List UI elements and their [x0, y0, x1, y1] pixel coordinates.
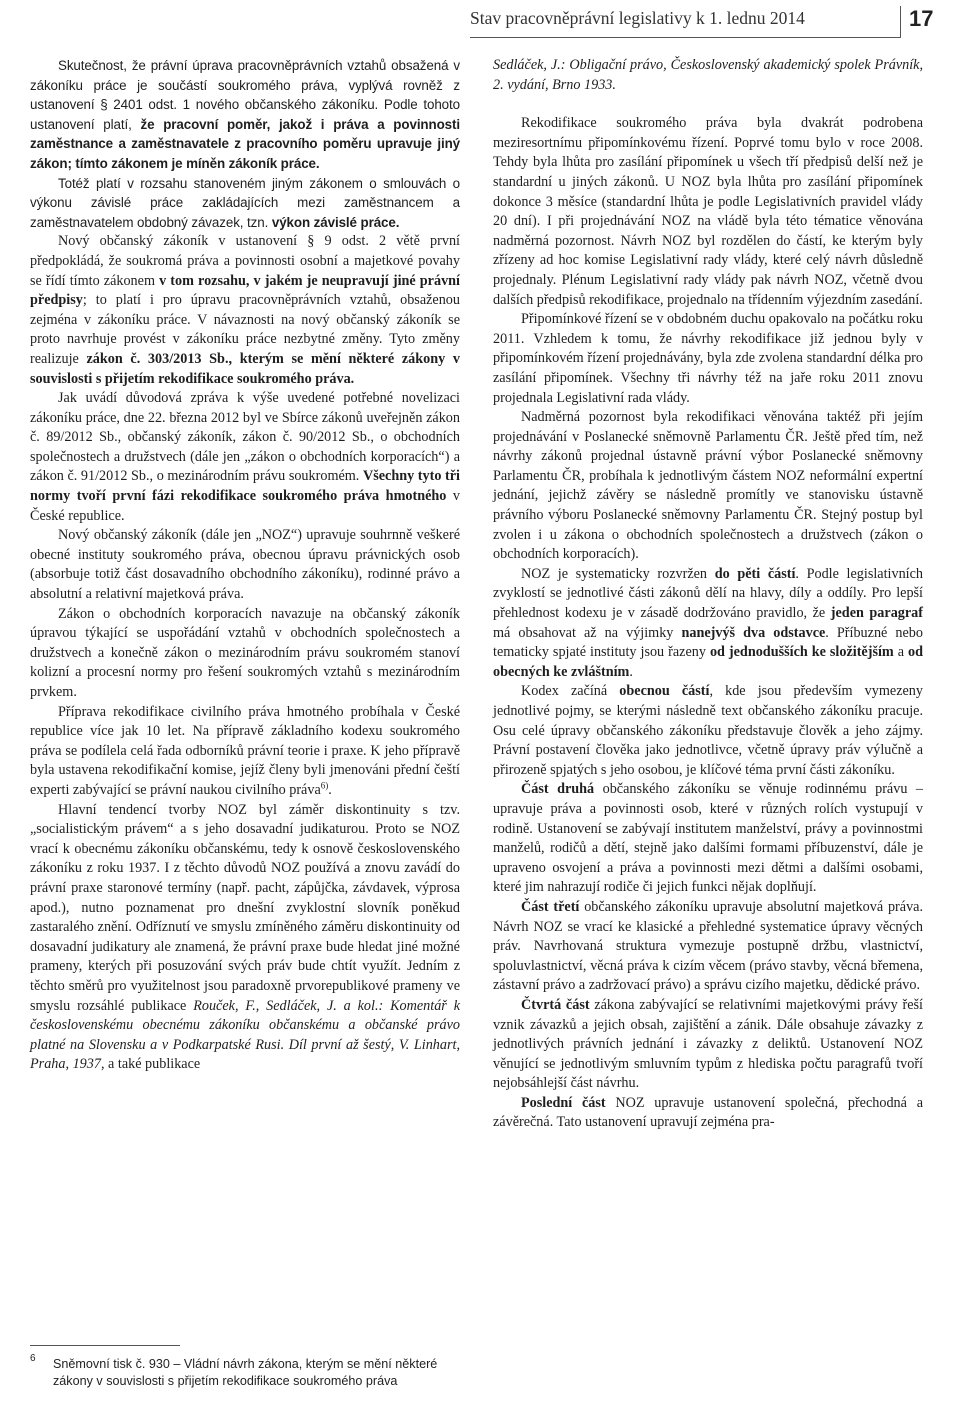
text: a	[893, 644, 909, 661]
paragraph	[493, 780, 923, 898]
running-title: Stav pracovněprávní legislativy k 1. lednu 2014	[470, 8, 805, 28]
page-number: 17	[909, 6, 934, 31]
bold-text: Poslední část	[521, 1094, 606, 1111]
right-column	[493, 56, 923, 1133]
bold-text: zákon č. 303/2013 Sb., kterým se mění některé zákony v souvislosti s přijetím rekodifikace soukromého práva.	[30, 350, 460, 387]
text: ; to platí i pro úpravu pracovněprávních vztahů, obsaženou zejména v zákoníku práce. V návaznosti na nový občanský zákoník se proto navrhuje provést v zákoníku práce nezbytné změny. Tyto změny realizuje	[30, 292, 460, 367]
paragraph: Zákon o obchodních korporacích navazuje na občanský zákoník úpravou týkající se uspořádání vztahů v obchodních společnostech a družstvech a konečně zákon o mezinárodním právu soukromém stanoví kolizní a procesní normy pro řešení soukromých vztahů s mezinárodním prvkem.	[30, 605, 460, 700]
text: .	[629, 663, 633, 680]
text: Příprava rekodifikace civilního práva hmotného probíhala v České republice více jak 10 let. Na přípravě základního kodexu soukromého práva se podílela celá řada odborníků právní teorie i praxe. K jeho přípravě byla ustavena rekodifikační komise, jejíž členy byli jmenováni přední čeští experti zabývající se právní naukou civilního práva	[30, 703, 460, 798]
text: NOZ je systematicky rozvržen	[521, 565, 715, 582]
text: zákona zabývající se relativními majetkovými právy řeší vznik závazků a jejich obsah, zajištění a zánik. Dále obsahuje závazky z jednotlivých právních jednání i závazky z deliktů. Ustanovení NOZ věnující se jednotlivým smluvním typům z hlediska počtu paragrafů tvoří nejobsáhlejší část návrhu.	[493, 996, 923, 1092]
italic-citation: Sedláček, J.: Obligační právo, Československý akademický spolek Právník, 2. vydání, Brno 1933.	[493, 57, 923, 93]
paragraph	[30, 389, 460, 526]
paragraph	[30, 801, 460, 1075]
header-rule	[470, 37, 900, 38]
paragraph	[493, 1094, 923, 1133]
footnote	[30, 1353, 470, 1390]
paragraph	[30, 232, 460, 389]
paragraph	[493, 898, 923, 996]
paragraph	[493, 682, 923, 780]
text: občanského zákoníku upravuje absolutní majetková práva. Návrh NOZ se vrací ke klasické a přehledné systematice úpravy věcných práv. Navrhovaná struktura vymezuje postupně držbu, vlastnictví, spoluvlastnictví, věcná práva k cizím věcem (právo stavby, věcná břemena, zástavní právo a zadržovací právo) a správu cizího majetku, dědické právo.	[493, 898, 924, 994]
text: má obsahovat až na výjimky	[493, 624, 682, 641]
footnote-text: Sněmovní tisk č. 930 – Vládní návrh zákona, kterým se mění některé zákony v souvislosti s přijetím rekodifikace soukromého práva	[53, 1357, 438, 1388]
paragraph	[30, 56, 460, 174]
text: Jak uvádí důvodová zpráva k výše uvedené potřebné novelizaci zákoníku práce, dne 22. března 2012 byl ve Sbírce zákonů uveřejněn zákon č. 89/2012 Sb., občanský zákoník, zákon č. 90/2012 Sb., o obchodních společnostech a družstvech (dále jen „zákon o obchodních korporacích“) a zákon č. 91/2012 Sb., o mezinárodním právu soukromém.	[30, 390, 460, 485]
footnote-rule	[30, 1345, 180, 1346]
paragraph: Připomínkové řízení se v obdobném duchu opakovalo na počátku roku 2011. Vzhledem k tomu, že návrhy rekodifikace již jednou byly v připomínkovém řízení projednávány, byla zde zvolena standardní délka pro zasílání připomínek. Všechny tři návrhy též na jaře roku 2011 znovu projednala Legislativní rada vlády.	[493, 311, 923, 406]
text: , kde jsou především vymezeny jednotlivé pojmy, se kterými následně text občanského zákoníku pracuje. Osu celé úpravy občanského zákoníku představuje člověk a jeho zájmy. Právní postavení člověka jako jednotlivce, včetně úpravy práv výlučně a přirozeně spjatých s jeho osobou, je klíčové téma první části zákoníku.	[493, 683, 923, 778]
text: .	[328, 781, 332, 798]
text: Skutečnost, že právní úprava pracovněprávních vztahů obsažená v zákoníku práce je součástí soukromého práva, vyplývá rovněž z ustanovení § 2401 odst. 1 nového občanského zákoníku. Podle tohoto ustanovení platí,	[30, 58, 460, 132]
text: Kodex začíná	[521, 683, 620, 700]
bold-text: obecnou částí	[619, 683, 710, 700]
bold-text: v tom rozsahu, v jakém je neupravují jiné právní předpisy	[30, 272, 460, 309]
bold-text: Čtvrtá část	[521, 996, 590, 1013]
text: Nový občanský zákoník v ustanovení § 9 odst. 2 větě první předpokládá, že soukromá práva a povinnosti osobní a majetkové povahy se řídí tímto zákonem	[30, 233, 460, 289]
paragraph	[30, 703, 460, 801]
bold-text: od obecných ke zvláštním	[493, 644, 924, 680]
left-column	[30, 56, 460, 1075]
paragraph	[493, 996, 923, 1094]
text: , a také publikace	[100, 1056, 201, 1073]
bold-text: Část třetí	[521, 898, 580, 915]
text: . Příbuzné nebo tematicky spjaté instituty jsou řazeny	[493, 624, 923, 661]
paragraph: Rekodifikace soukromého práva byla dvakrát podrobena meziresortnímu připomínkovému řízení. Poprvé tomu bylo v roce 2008. Tehdy byla lhůta pro zasílání připomínek u všech tří předpisů delší než je standardní u jiných zákonů. U NOZ byla lhůta pro zasílání připomínek dokonce 3 měsíce (standardní lhůta je podle Legislativních pravidel vlády 20 dní). I při projednávání NOZ na vládě byla této tématice věnována nadměrná pozornost. Návrh NOZ byl rozdělen do částí, ke kterým byly zřízeny ad hoc komise Legislativní rady vlády, které celý návrh důsledně projednaly. Plénum Legislativní rady vlády pak návrh NOZ, včetně dvou dalších předpisů rekodifikace, projednalo na třídenním výjezdním zasedání.	[493, 115, 923, 308]
bold-text: jeden paragraf	[830, 605, 923, 622]
paragraph: Nadměrná pozornost byla rekodifikaci věnována taktéž při jejím projednávání v Poslanecké sněmovně Parlamentu ČR. Ještě před tím, než návrhy zákonů projednal ústavně právní výbor Poslanecké sněmovny Parlamentu ČR, probíhala k jednotlivým částem NOZ neformální expertní jednání, jejichž závěry se následně promítly ve stanovisku ústavně právního výboru Poslanecké sněmovny Parlamentu ČR. Stejný postup byl zvolen i u zákona o obchodních společnostech a družstvech (zákon o obchodních korporacích).	[493, 409, 923, 563]
text: Hlavní tendencí tvorby NOZ byl záměr diskontinuity s tzv. „socialistickým právem“ a s jeho dosavadní judikaturou. Proto se NOZ vrací k obecnému zákoníku občanskému, tedy k osnově československého zákoníku z roku 1937. I z těchto důvodů NOZ používá a znovu zavádí do právní praxe staronové termíny (např. pacht, zápůjčka, závdavek, výprosa apod.), nutno poznamenat pro dnešní zvyklostní slovník poněkud zastaralého znění. Odříznutí ve smyslu zmíněného záměru diskontinuity od dosavadní judikatury ale znamená, že právní praxe bude hledat jiné možné prameny, kterých při posuzování svých práv bude chtít využít. Jedním z těchto směrů pro využitelnost jsou paradoxně prvorepublikové prameny ve smyslu rozsáhlé publikace	[30, 801, 460, 1014]
bold-text: Část druhá	[521, 781, 595, 798]
page-header	[0, 0, 960, 44]
bold-text: od jednodušších ke složitějším	[709, 644, 894, 661]
bold-text: výkon závislé práce.	[271, 214, 400, 230]
paragraph	[493, 565, 923, 683]
bold-text: do pěti částí	[714, 565, 796, 582]
bold-text: že pracovní poměr, jakož i práva a povinnosti zaměstnance a zaměstnavatele z pracovního poměru upravuje jiný zákon; tímto zákonem je míněn zákoník práce.	[30, 116, 461, 171]
text: NOZ upravuje ustanovení společná, přechodná a závěrečná. Tato ustanovení upravují zejména pra-	[493, 1094, 923, 1131]
footnote-ref[interactable]: 6)	[320, 780, 329, 791]
text: v České republice.	[30, 488, 460, 524]
bold-text: Všechny tyto tři normy tvoří první fázi rekodifikace soukromého práva hmotného	[30, 468, 460, 505]
text: Totéž platí v rozsahu stanoveném jiným zákonem o smlouvách o výkonu závislé práce zakládajících mezi zaměstnancem a zaměstnavatelem obdobný závazek, tzn.	[30, 175, 460, 230]
footnote-mark: 6	[30, 1353, 36, 1364]
header-divider	[900, 6, 901, 38]
paragraph	[493, 56, 923, 95]
bold-text: nanejvýš dva odstavce	[681, 624, 826, 641]
text: . Podle legislativních zvyklostí se jednotlivé části zákonů dělí na hlavy, díly a oddíly. Pro lepší přehlednost kodexu je v zásadě dodržováno pravidlo, že	[493, 565, 923, 622]
italic-citation: Rouček, F., Sedláček, J. a kol.: Komentář k československému obecnému zákoníku občanskému a občanské právo platné na Slovensku a v Podkarpatské Rusi. Díl první až šestý, V. Linhart, Praha, 1937	[30, 997, 460, 1073]
paragraph	[30, 174, 460, 233]
text: občanského zákoníku se věnuje rodinnému právu – upravuje práva a povinnosti osob, které v různých rolích vystupují v rodině. Ustanovení se zabývají institutem manželství, právy a povinnostmi manželů, rodičů a dětí, stejně jako dalšími formami příbuzenství, dále je upraveno osvojení a práva a povinnosti mezi dětmi a dalšími osobami, které jim nahrazují rodiče či jejich funkci nějak doplňují.	[493, 781, 923, 896]
paragraph: Nový občanský zákoník (dále jen „NOZ“) upravuje souhrnně veškeré obecné instituty soukromého práva, obecnou úpravu právnických osob (absorbuje totiž část dosavadního obchodního zákoníku), rodinné právo a absolutní a relativní majetková práva.	[30, 527, 460, 603]
